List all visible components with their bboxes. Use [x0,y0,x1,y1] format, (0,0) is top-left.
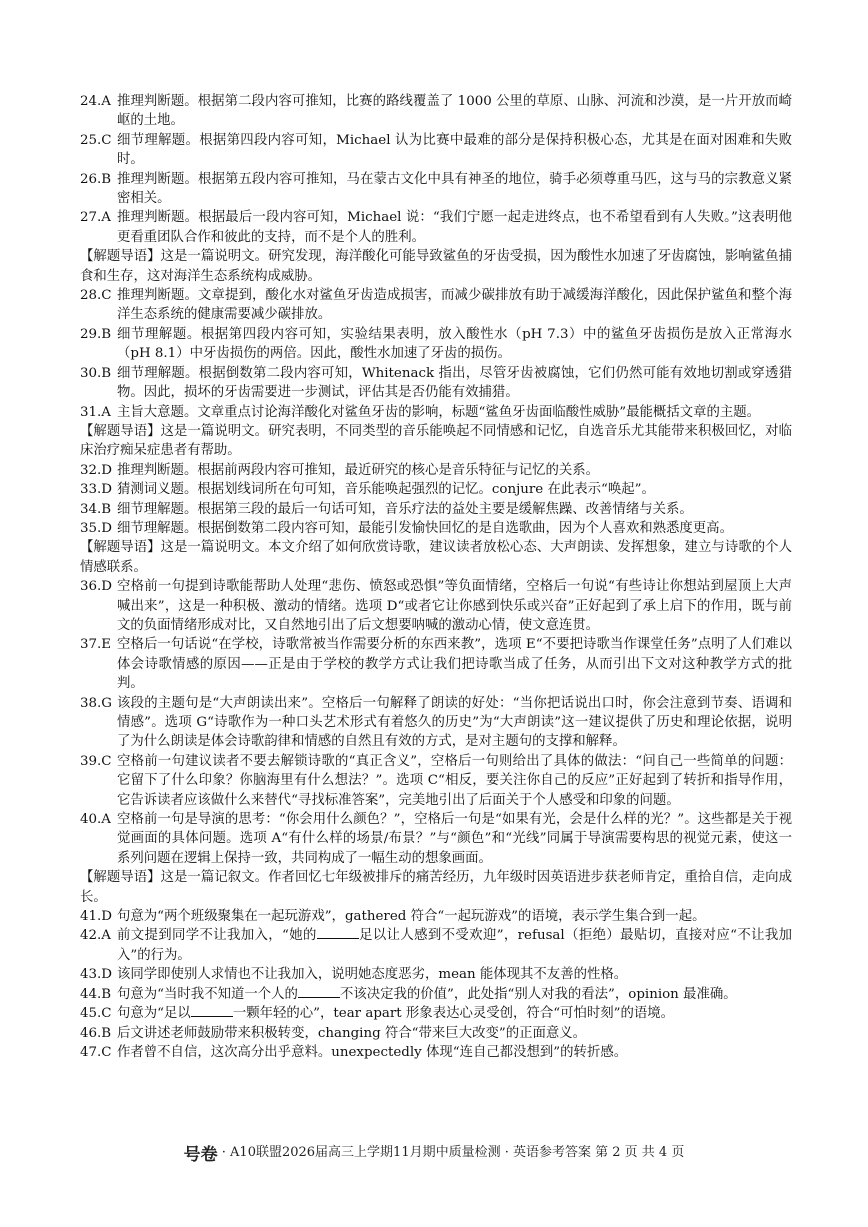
answer-item [80,1043,792,1062]
passage-guide: 【解题导语】这是一篇记叙文。作者回忆七年级被排斥的痛苦经历，九年级时因英语进步获老师肯定，重拾自信，走向成长。 [80,870,792,905]
answer-item [80,985,792,1004]
answer-item [80,92,792,131]
answer-item [80,810,792,868]
explanation-text: 前文提到同学不让我加入，“她的 [117,928,317,944]
item-number: 44.B [80,986,112,1002]
item-explanation [117,926,792,965]
item-explanation: 猜测词义题。根据划线词所在句可知，音乐能唤起强烈的记忆。conjure 在此表示“唤起”。 [117,482,655,498]
item-explanation: 细节理解题。根据倒数第二段内容可知，最能引发愉快回忆的是自选歌曲，因为个人喜欢和熟悉度更高。 [117,520,733,536]
answer-item [80,208,792,247]
item-number: 33.D [80,482,113,498]
item-number: 31.A [80,404,111,420]
item-number: 32.D [80,462,113,478]
item-number: 26.B [80,171,112,187]
item-number: 25.C [80,132,112,148]
item-explanation: 推理判断题。根据前两段内容可推知，最近研究的核心是音乐特征与记忆的关系。 [117,462,600,478]
fill-blank [298,985,340,998]
answer-item [80,926,792,965]
item-explanation: 空格前一句建议读者不要去解锁诗歌的“真正含义”，空格后一句则给出了具体的做法：“问自己一些简单的问题：它留下了什么印象？你脑海里有什么想法？”。选项 C“相反，要关注你自己的反应”正好起到了转折和指导作用，它告诉读者应该做什么来替代“寻找标准答案”，完美地引出了后面关于个人感受和印象的问题。 [117,753,792,808]
answer-item [80,519,792,538]
passage-guide: 【解题导语】这是一篇说明文。本文介绍了如何欣赏诗歌，建议读者放松心态、大声朗读、发挥想象，建立与诗歌的个人情感联系。 [80,540,792,575]
explanation-text: 不该决定我的价值”，此处指“别人对我的看法”，opinion 最准确。 [339,986,737,1002]
fill-blank [191,1004,233,1017]
item-explanation: 空格前一句提到诗歌能帮助人处理“悲伤、愤怒或恐惧”等负面情绪，空格后一句说“有些诗让你想站到屋顶上大声喊出来”，这是一种积极、激动的情绪。选项 D“或者它让你感到快乐或兴奋”正好起到了承上启下的作用，既与前文的负面情绪形成对比，又自然地引出了后文想要呐喊的激动心情，使文意连贯。 [117,579,792,633]
explanation-text: 句意为“当时我不知道一个人的 [117,986,298,1002]
answer-item [80,403,792,422]
answer-item [80,1004,792,1023]
item-number: 45.C [80,1006,112,1022]
answer-item [80,577,792,635]
item-explanation: 推理判断题。根据第五段内容可推知，马在蒙古文化中具有神圣的地位，骑手必须尊重马匹，这与马的宗教意义紧密相关。 [117,171,792,207]
item-number: 46.B [80,1025,112,1041]
item-explanation [117,907,792,926]
explanation-text: 后文讲述老师鼓励带来积极转变，changing 符合“带来巨大改变”的正面意义。 [117,1025,587,1041]
explanation-text: 作者曾不自信，这次高分出乎意料。unexpectedly 体现“连自己都没想到”的转折感。 [117,1044,628,1060]
item-number: 43.D [80,967,113,983]
item-explanation: 细节理解题。根据第四段内容可知，Michael 认为比赛中最难的部分是保持积极心态，尤其是在面对困难和失败时。 [117,132,792,168]
answer-item [80,364,792,403]
item-number: 47.C [80,1044,112,1060]
item-number: 28.C [80,288,112,304]
item-number: 29.B [80,326,112,342]
answer-item [80,694,792,752]
item-explanation [117,1004,792,1023]
answer-item [80,131,792,170]
item-number: 42.A [80,928,111,944]
answer-item [80,1024,792,1043]
item-explanation: 推理判断题。根据最后一段内容可知，Michael 说：“我们宁愿一起走进终点，也不希望看到有人失败。”这表明他更看重团队合作和彼此的支持，而不是个人的胜利。 [117,210,792,245]
answer-item [80,752,792,810]
item-number: 38.G [80,695,112,711]
answer-item [80,635,792,693]
item-explanation: 细节理解题。根据第三段的最后一句话可知，音乐疗法的益处主要是缓解焦躁、改善情绪与关系。 [117,501,693,517]
explanation-text: 一颗年轻的心”，tear apart 形象表达心灵受创，符合“可怕时刻”的语境。 [232,1006,675,1022]
explanation-text: 足以让人感到不受欢迎”，refusal（拒绝）最贴切，直接对应“不让我加入”的行为。 [117,928,792,963]
item-number: 41.D [80,909,113,925]
answer-item [80,286,792,325]
item-number: 37.E [80,637,112,653]
answer-item [80,500,792,519]
item-explanation: 细节理解题。根据第四段内容可知，实验结果表明，放入酸性水（pH 7.3）中的鲨鱼牙齿损伤是放入正常海水（pH 8.1）中牙齿损伤的两倍。因此，酸性水加速了牙齿的损伤。 [117,326,792,362]
answer-item [80,461,792,480]
fill-blank [317,926,359,939]
item-number: 24.A [80,94,111,109]
item-number: 27.A [80,210,111,226]
item-explanation [117,965,792,984]
answer-page [80,92,792,1062]
answer-item [80,325,792,364]
item-explanation: 该段的主题句是“大声朗读出来”。空格后一句解释了朗读的好处：“当你把话说出口时，你会注意到节奏、语调和情感”。选项 G“诗歌作为一种口头艺术形式有着悠久的历史”为“大声朗读”这一建议提供了历史和理论依据，说明了为什么朗读是体会诗歌韵律和情感的自然且有效的方式，是对主题句的支撑和解释。 [117,695,792,750]
item-number: 35.D [80,520,113,536]
item-number: 34.B [80,501,112,517]
explanation-text: 该同学即使别人求情也不让我加入，说明她态度恶劣，mean 能体现其不友善的性格。 [117,967,628,983]
explanation-text: 句意为“两个班级聚集在一起玩游戏”，gathered 符合“一起玩游戏”的语境，表示学生集合到一起。 [117,909,706,925]
brand-logo: 号卷 [183,1145,218,1165]
answer-item [80,170,792,209]
item-explanation: 推理判断题。文章提到，酸化水对鲨鱼牙齿造成损害，而减少碳排放有助于减缓海洋酸化，因此保护鲨鱼和整个海洋生态系统的健康需要减少碳排放。 [117,288,792,323]
item-explanation [117,1024,792,1043]
item-explanation: 细节理解题。根据倒数第二段内容可知，Whitenack 指出，尽管牙齿被腐蚀，它们仍然可能有效地切割或穿透猎物。因此，损坏的牙齿需要进一步测试，评估其是否仍能有效捕猎。 [117,365,792,401]
item-number: 36.D [80,579,113,595]
item-explanation: 空格前一句是导演的思考：“你会用什么颜色？”，空格后一句是“如果有光，会是什么样的光？”。这些都是关于视觉画面的具体问题。选项 A“有什么样的场景/布景？”与“颜色”和“光线”同属于导演需要构思的视觉元素，使这一系列问题在逻辑上保持一致，共同构成了一幅生动的想象画面。 [117,812,792,866]
passage-guide: 【解题导语】这是一篇说明文。研究发现，海洋酸化可能导致鲨鱼的牙齿受损，因为酸性水加速了牙齿腐蚀，影响鲨鱼捕食和生存，这对海洋生态系统构成威胁。 [80,249,792,284]
item-number: 30.B [80,365,112,381]
passage-guide: 【解题导语】这是一篇说明文。研究表明，不同类型的音乐能唤起不同情感和记忆，自选音乐尤其能带来积极回忆，对临床治疗痴呆症患者有帮助。 [80,423,792,459]
item-explanation: 主旨大意题。文章重点讨论海洋酸化对鲨鱼牙齿的影响，标题“鲨鱼牙齿面临酸性威胁”最能概括文章的主题。 [117,404,761,420]
answer-item [80,480,792,499]
item-explanation [117,1043,792,1062]
item-explanation: 推理判断题。根据第二段内容可推知，比赛的路线覆盖了 1000 公里的草原、山脉、河流和沙漠，是一片开放而崎岖的土地。 [117,94,792,129]
item-explanation: 空格后一句话说“在学校，诗歌常被当作需要分析的东西来教”，选项 E“不要把诗歌当作课堂任务”点明了人们难以体会诗歌情感的原因——正是由于学校的教学方式让我们把诗歌当成了任务，从而引出下文对这种教学方式的批判。 [117,637,792,692]
item-number: 39.C [80,753,112,769]
answer-item [80,907,792,926]
footer-text: · A10联盟2026届高三上学期11月期中质量检测 · 英语参考答案 第 2 页 共 4 页 [221,1145,685,1160]
item-explanation [117,985,792,1004]
explanation-text: 句意为“足以 [117,1006,191,1022]
item-number: 40.A [80,812,111,828]
answer-item [80,965,792,984]
page-footer [0,1140,868,1165]
